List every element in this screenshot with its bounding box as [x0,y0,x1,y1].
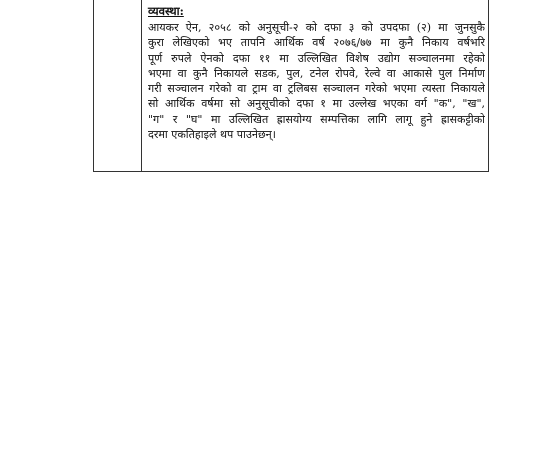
paragraph-line: दरमा एकतिहाइले थप पाउनेछन्। [148,128,276,142]
paragraph-line: कुरा लेखिएको भए तापनि आर्थिक वर्ष २०७६/७७ मा कुनै निकाय वर्षभरि [148,36,485,50]
left-cell [94,0,141,171]
paragraph-line: आयकर ऐन, २०५८ को अनुसूची-२ को दफा ३ को उपदफा (२) मा जुनसुकै [148,21,485,34]
paragraph-line: पूर्ण रुपले ऐनको दफा ११ मा उल्लिखित विशेष उद्योग सञ्चालनमा रहेको [148,51,485,65]
column-divider [141,0,142,171]
paragraph-line: सो आर्थिक वर्षमा सो अनुसूचीको दफा १ मा उल्लेख भएका वर्ग "क", "ख", [148,97,485,111]
paragraph-line: भएमा वा कुनै निकायले सडक, पुल, टनेल रोपवे, रेल्वे वा आकासे पुल निर्माण [148,66,485,80]
left-cell-text [104,0,130,4]
paragraph-line: गरी सञ्चालन गरेको वा ट्राम वा ट्रलिबस सञ्चालन गरेको भएमा त्यस्ता निकायले [148,82,485,96]
section-heading: व्यवस्था: [148,4,184,18]
content-cell [148,3,485,142]
document-table [93,0,489,172]
paragraph-line: "ग" र "घ" मा उल्लिखित ह्रासयोग्य सम्पत्तिका लागि लागू हुने ह्रासकट्टीको [148,112,485,126]
